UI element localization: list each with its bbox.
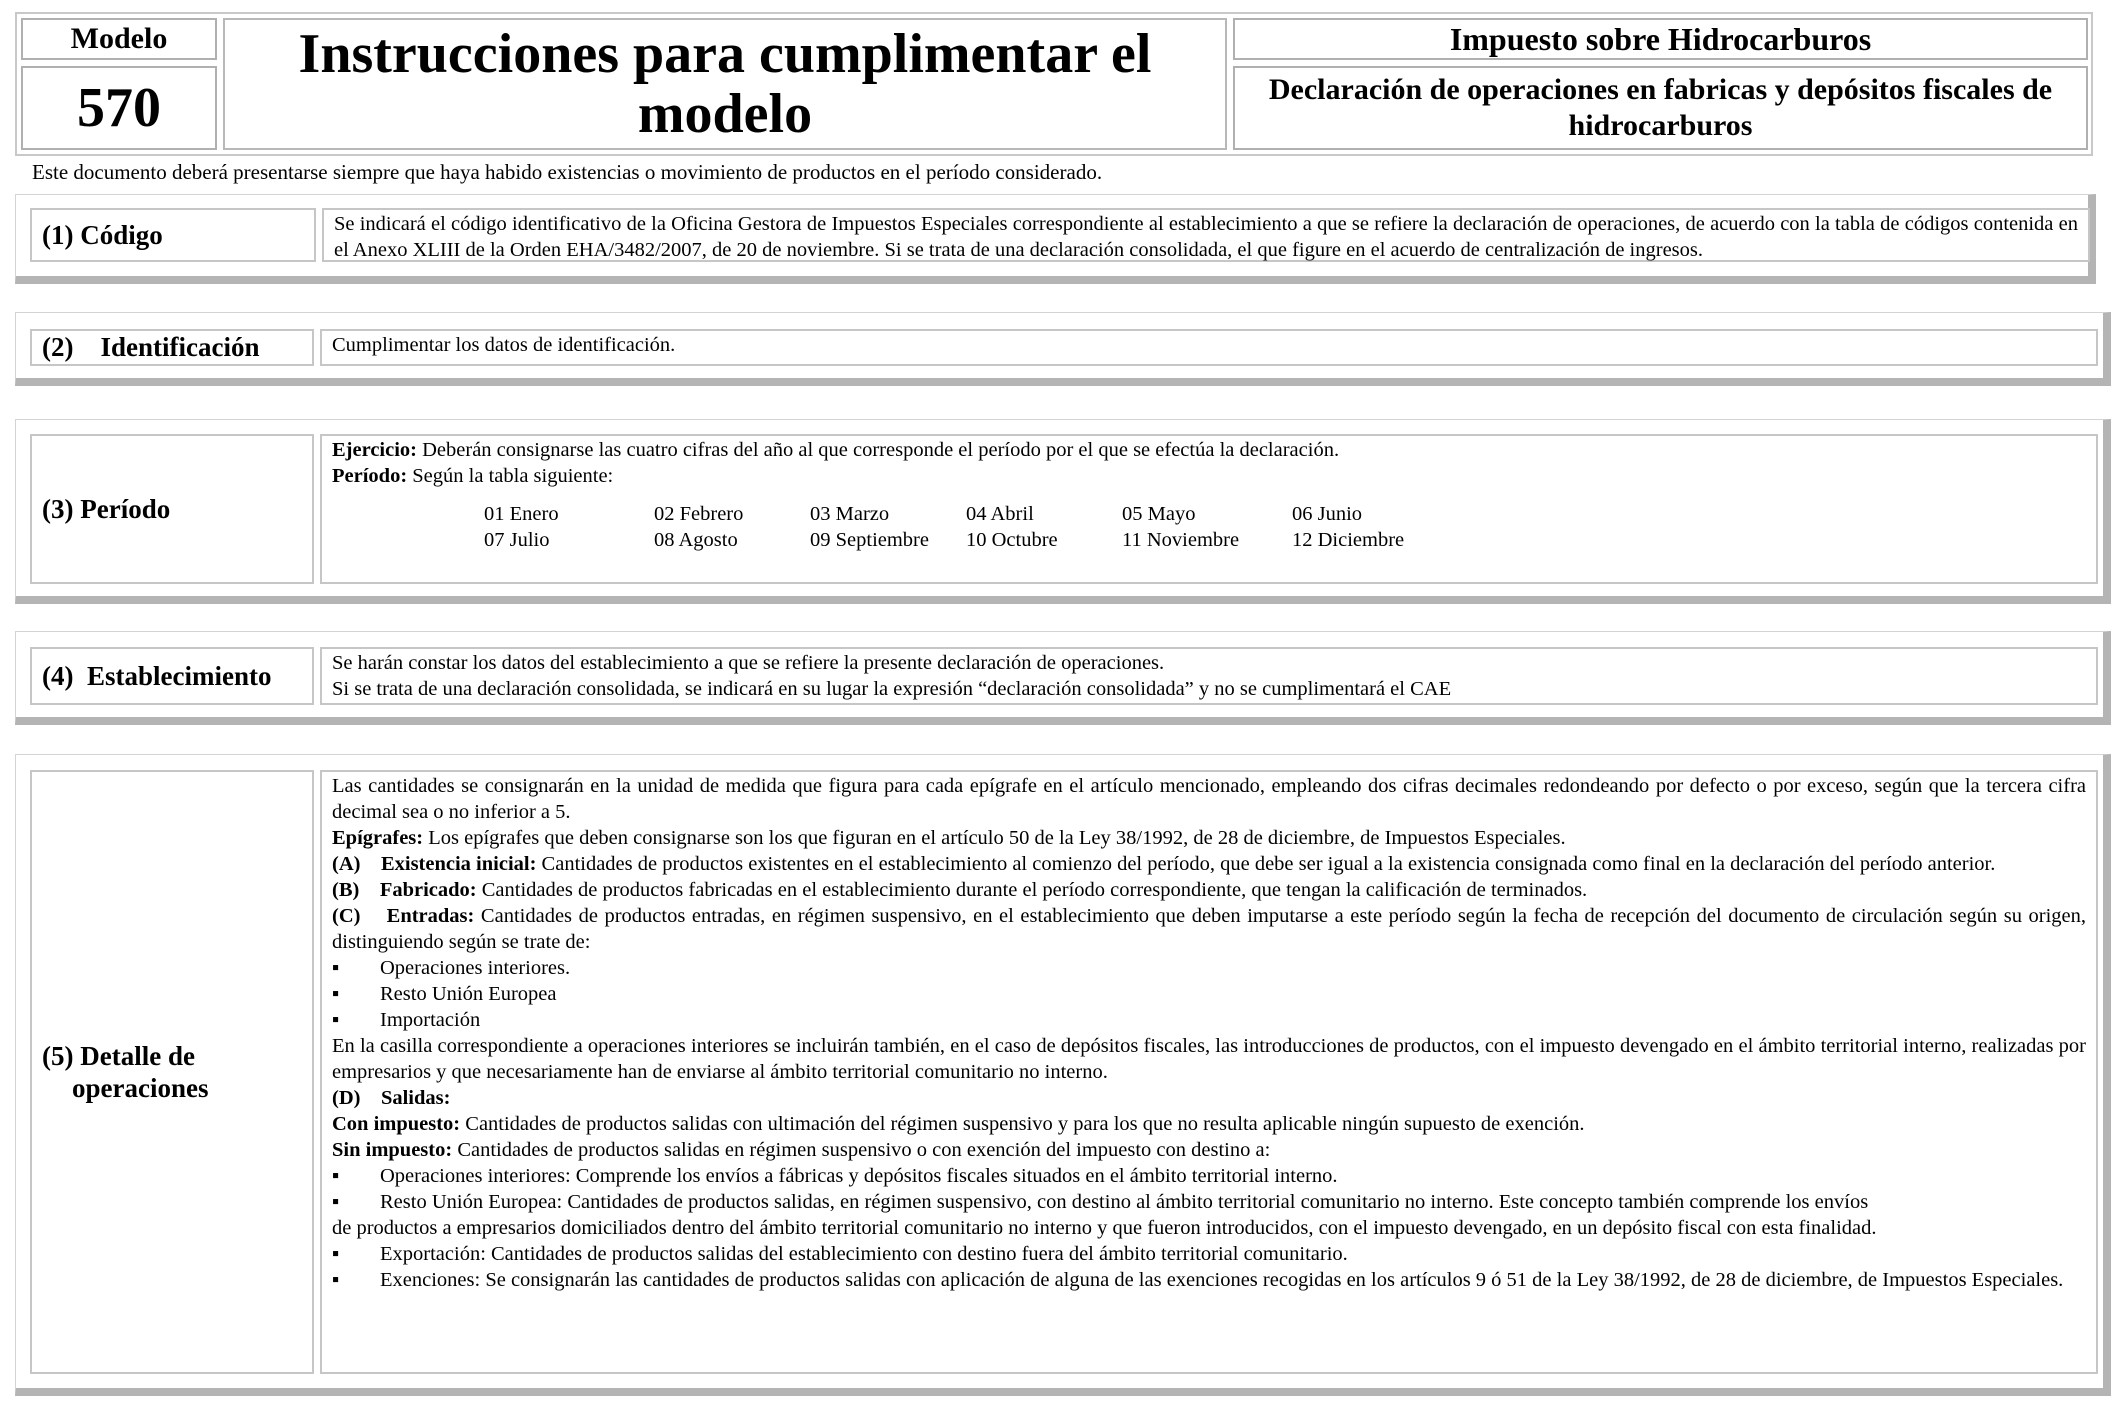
epigrafes-label: Epígrafes:: [332, 827, 424, 849]
ejercicio-line: [332, 437, 2086, 463]
section-body-establecimiento: [320, 647, 2098, 705]
salidas-item-exenciones: Exenciones: Se consignarán las cantidades de productos salidas con aplicación de alguna de las exenciones recogidas en los artículos 9 ó 51 de la Ley 38/1992, de 28 de diciembre, de Impuestos Especiales.: [380, 1269, 2064, 1291]
salidas-item-interiores: Operaciones interiores: Comprende los envíos a fábricas y depósitos fiscales situados en el ámbito territorial interno.: [380, 1165, 1338, 1187]
salidas-heading: (D) Salidas:: [332, 1087, 451, 1109]
section-label-periodo: (3) Período: [30, 434, 314, 584]
months-row: [484, 527, 2086, 553]
month-cell: 03 Marzo: [810, 503, 890, 525]
section-body-codigo: [322, 208, 2090, 262]
codigo-text: Se indicará el código identificativo de la Oficina Gestora de Impuestos Especiales correspondiente al establecimiento a que se refiere la declaración de operaciones, de acuerdo con la tabla de códigos contenida en el Anexo XLIII de la Orden EHA/3482/2007, de 20 de noviembre. Si se trata de una declaración consolidada, el que figure en el acuerdo de centralización de ingresos.: [334, 213, 2078, 261]
salidas-item-ue: Resto Unión Europea: Cantidades de productos salidas, en régimen suspensivo, con destino al ámbito territorial comunitario no interno. Este concepto también comprende los envíos: [380, 1191, 1869, 1213]
month-cell: 10 Octubre: [966, 529, 1058, 551]
con-impuesto-label: Con impuesto:: [332, 1113, 461, 1135]
detalle-label-line1: (5) Detalle de: [42, 1040, 195, 1071]
establecimiento-line2: Si se trata de una declaración consolidada, se indicará en su lugar la expresión “declaración consolidada” y no se cumplimentará el CAE: [332, 678, 1452, 700]
ejercicio-text: Deberán consignarse las cuatro cifras del año al que corresponde el período por el que se efectúa la declaración.: [417, 439, 1340, 461]
sin-impuesto-paragraph: [332, 1137, 2086, 1163]
month-cell: 08 Agosto: [654, 529, 738, 551]
bullet-icon: ▪: [332, 957, 340, 979]
list-item: [332, 955, 2086, 981]
epigrafes-text: Los epígrafes que deben consignarse son los que figuran en el artículo 50 de la Ley 38/1992, de 28 de diciembre, de Impuestos Especiales.: [423, 827, 1566, 849]
intro-text: Este documento deberá presentarse siempre que haya habido existencias o movimiento de productos en el período considerado.: [32, 160, 1103, 184]
establecimiento-line1: Se harán constar los datos del establecimiento a que se refiere la presente declaración de operaciones.: [332, 652, 1165, 674]
page-title: Instrucciones para cumplimentar el modelo: [223, 18, 1227, 150]
epigrafes-paragraph: [332, 825, 2086, 851]
entradas-label: (C) Entradas:: [332, 905, 475, 927]
month-cell: 09 Septiembre: [810, 529, 929, 551]
list-item: [332, 1189, 2086, 1215]
month-cell: 11 Noviembre: [1122, 529, 1240, 551]
list-item: [332, 1241, 2086, 1267]
ejercicio-label: Ejercicio:: [332, 439, 417, 461]
section-label-codigo: (1) Código: [30, 208, 316, 262]
entradas-text: Cantidades de productos entradas, en régimen suspensivo, en el establecimiento que deben imputarse a este período según la fecha de recepción del documento de circulación según su origen, distinguiendo según se trate de:: [332, 905, 2086, 953]
sin-impuesto-label: Sin impuesto:: [332, 1139, 453, 1161]
month-cell: 07 Julio: [484, 529, 550, 551]
fabricado-text: Cantidades de productos fabricadas en el establecimiento durante el período correspondiente, que tengan la calificación de terminados.: [476, 879, 1588, 901]
entradas-paragraph: [332, 903, 2086, 955]
existencia-label: (A) Existencia inicial:: [332, 853, 537, 875]
entradas-item: Resto Unión Europea: [380, 983, 557, 1005]
list-item: [332, 1267, 2086, 1293]
list-item: [332, 1007, 2086, 1033]
con-impuesto-text: Cantidades de productos salidas con ultimación del régimen suspensivo y para los que no resulta aplicable ningún supuesto de exención.: [460, 1113, 1585, 1135]
entradas-item: Operaciones interiores.: [380, 957, 571, 979]
bullet-icon: ▪: [332, 1009, 340, 1031]
identificacion-text: Cumplimentar los datos de identificación.: [332, 334, 676, 356]
bullet-icon: ▪: [332, 1165, 340, 1187]
existencia-text: Cantidades de productos existentes en el establecimiento al comienzo del período, que debe ser igual a la existencia consignada como final en la declaración del período anterior.: [536, 853, 1996, 875]
tax-name: Impuesto sobre Hidrocarburos: [1233, 18, 2088, 60]
months-table: [484, 501, 2086, 553]
interiores-note: En la casilla correspondiente a operaciones interiores se incluirán también, en el caso de depósitos fiscales, las introducciones de productos, con el impuesto devengado en el ámbito territorial interno, realizadas por empresarios y que necesariamente han de enviarse al ámbito territorial comunitario no interno.: [332, 1035, 2086, 1083]
units-paragraph: Las cantidades se consignarán en la unidad de medida que figura para cada epígrafe en el artículo mencionado, empleando dos cifras decimales redondeando por defecto o por exceso, según que la tercera cifra decimal sea o no inferior a 5.: [332, 775, 2086, 823]
model-label: Modelo: [21, 18, 217, 60]
salidas-item-exportacion: Exportación: Cantidades de productos salidas del establecimiento con destino fuera del ámbito territorial comunitario.: [380, 1243, 1348, 1265]
month-cell: 04 Abril: [966, 503, 1034, 525]
entradas-item: Importación: [380, 1009, 481, 1031]
detalle-label-line2: operaciones: [72, 1073, 209, 1103]
sin-impuesto-text: Cantidades de productos salidas en régimen suspensivo o con exención del impuesto con destino a:: [452, 1139, 1271, 1161]
existencia-paragraph: [332, 851, 2086, 877]
salidas-item-ue-continued: de productos a empresarios domiciliados dentro del ámbito territorial comunitario no interno y que fueron introducidos, con el impuesto devengado, en un depósito fiscal con esta finalidad.: [332, 1217, 1877, 1239]
section-label-detalle: [30, 770, 314, 1374]
section-body-identificacion: [320, 329, 2098, 366]
model-number: 570: [21, 66, 217, 150]
declaration-name: Declaración de operaciones en fabricas y depósitos fiscales de hidrocarburos: [1233, 66, 2088, 150]
list-item: [332, 981, 2086, 1007]
list-item: [332, 1163, 2086, 1189]
fabricado-paragraph: [332, 877, 2086, 903]
con-impuesto-paragraph: [332, 1111, 2086, 1137]
bullet-icon: ▪: [332, 1191, 340, 1213]
month-cell: 02 Febrero: [654, 503, 744, 525]
section-body-detalle: [320, 770, 2098, 1374]
month-cell: 05 Mayo: [1122, 503, 1196, 525]
section-body-periodo: [320, 434, 2098, 584]
section-label-identificacion: (2) Identificación: [30, 329, 314, 366]
month-cell: 01 Enero: [484, 503, 559, 525]
month-cell: 12 Diciembre: [1292, 529, 1405, 551]
bullet-icon: ▪: [332, 1243, 340, 1265]
month-cell: 06 Junio: [1292, 503, 1363, 525]
periodo-label: Período:: [332, 465, 408, 487]
fabricado-label: (B) Fabricado:: [332, 879, 477, 901]
periodo-line: [332, 463, 2086, 489]
bullet-icon: ▪: [332, 1269, 340, 1291]
periodo-text: Según la tabla siguiente:: [407, 465, 614, 487]
bullet-icon: ▪: [332, 983, 340, 1005]
section-label-establecimiento: (4) Establecimiento: [30, 647, 314, 705]
months-row: [484, 501, 2086, 527]
